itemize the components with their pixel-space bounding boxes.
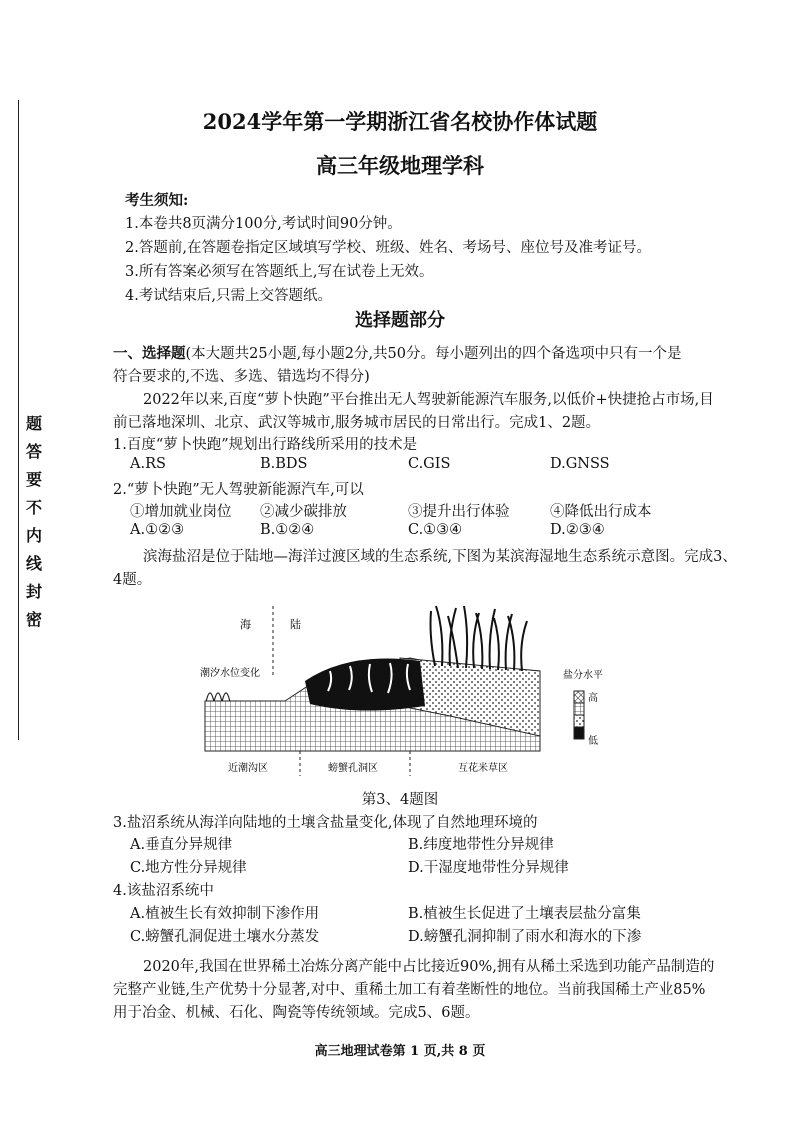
- q3-stem: 3.盐沼系统从海洋向陆地的土壤含盐量变化,体现了自然地理环境的: [113, 815, 538, 831]
- q4-option-b: B.植被生长促进了土壤表层盐分富集: [408, 906, 641, 922]
- passage1-line: 前已落地深圳、北京、武汉等城市,服务城市居民的日常出行。完成1、2题。: [113, 415, 601, 431]
- passage3-line: 完整产业链,生产优势十分显著,对中、重稀土加工有着垄断性的地位。当前我国稀土产业85%: [113, 982, 706, 998]
- q1-option-a: A.RS: [130, 456, 166, 472]
- q2-item: ③提升出行体验: [408, 504, 510, 520]
- notice-item: 2.答题前,在答题卷指定区域填写学校、班级、姓名、考场号、座位号及准考证号。: [125, 240, 651, 256]
- tide-label: 潮汐水位变化: [200, 668, 260, 679]
- salt-legend-low: 低: [588, 736, 598, 747]
- section-intro-text: (本大题共25小题,每小题2分,共50分。每小题列出的四个备选项中只有一个是: [185, 346, 682, 362]
- salt-legend-swatch: [574, 727, 584, 739]
- binding-char: 题: [25, 414, 42, 433]
- salt-legend-swatch: [574, 703, 584, 715]
- binding-char: 密: [25, 610, 42, 629]
- passage1-line: 2022年以来,百度“萝卜快跑”平台推出无人驾驶新能源汽车服务,以低价+快捷抢占市场,目: [143, 392, 714, 408]
- q2-item: ①增加就业岗位: [130, 504, 232, 520]
- salt-legend-title: 盐分水平: [563, 670, 603, 681]
- binding-char: 不: [25, 498, 42, 517]
- q3-option-c: C.地方性分异规律: [130, 860, 247, 876]
- passage3-line: 2020年,我国在世界稀土冶炼分离产能中占比接近90%,拥有从稀土采选到功能产品制造的: [143, 959, 715, 975]
- section-intro: [113, 342, 682, 363]
- salt-legend-swatch: [574, 691, 584, 703]
- exam-subtitle: 高三年级地理学科: [316, 153, 484, 178]
- q1-option-b: B.BDS: [260, 456, 308, 472]
- section-intro-line2: 符合要求的,不选、多选、错选均不得分): [113, 369, 370, 385]
- q3-option-b: B.纬度地带性分异规律: [408, 837, 554, 853]
- salt-legend-swatch: [574, 715, 584, 727]
- zone-label: 螃蟹孔洞区: [328, 763, 378, 774]
- spartina-grass-icon: [431, 606, 528, 671]
- page-footer: 高三地理试卷第 1 页,共 8 页: [314, 1044, 486, 1059]
- figure-caption: 第3、4题图: [361, 792, 439, 808]
- q2-option-d: D.②③④: [550, 522, 605, 538]
- binding-line: [18, 100, 19, 740]
- notice-item: 3.所有答案必须写在答题纸上,写在试卷上无效。: [125, 264, 434, 280]
- passage3-line: 用于冶金、机械、石化、陶瓷等传统领域。完成5、6题。: [113, 1005, 480, 1021]
- q3-option-a: A.垂直分异规律: [130, 837, 233, 853]
- binding-char: 答: [25, 442, 42, 461]
- salt-legend-high: 高: [588, 693, 598, 704]
- binding-notice: [23, 410, 45, 634]
- exam-title: 2024学年第一学期浙江省名校协作体试题: [202, 109, 598, 134]
- q4-option-a: A.植被生长有效抑制下渗作用: [130, 906, 320, 922]
- q2-stem: 2.“萝卜快跑”无人驾驶新能源汽车,可以: [113, 482, 364, 498]
- binding-char: 线: [25, 554, 42, 573]
- q1-stem: 1.百度“萝卜快跑”规划出行路线所采用的技术是: [113, 437, 418, 453]
- notice-item: 1.本卷共8页满分100分,考试时间90分钟。: [125, 216, 402, 232]
- q4-option-d: D.螃蟹孔洞抑制了雨水和海水的下渗: [408, 929, 642, 945]
- notice-heading: 考生须知:: [125, 192, 189, 209]
- q2-item: ④降低出行成本: [550, 504, 652, 520]
- q2-option-b: B.①②④: [260, 522, 315, 538]
- q2-item: ②减少碳排放: [260, 504, 347, 520]
- binding-char: 要: [25, 470, 42, 489]
- q1-option-c: C.GIS: [408, 456, 451, 472]
- q4-option-c: C.螃蟹孔洞促进土壤水分蒸发: [130, 929, 320, 945]
- salt-marsh-diagram: [200, 596, 620, 782]
- binding-char: 封: [25, 582, 42, 601]
- zone-label: 互花米草区: [458, 763, 508, 774]
- passage2-line: 滨海盐沼是位于陆地—海洋过渡区域的生态系统,下图为某滨海湿地生态系统示意图。完成3、: [143, 549, 737, 565]
- passage2-line: 4题。: [113, 572, 152, 588]
- zone-label: 近潮沟区: [228, 763, 268, 774]
- q1-option-d: D.GNSS: [550, 456, 610, 472]
- q3-option-d: D.干湿度地带性分异规律: [408, 860, 569, 876]
- q4-stem: 4.该盐沼系统中: [113, 883, 214, 899]
- section-intro-label: 一、选择题: [113, 345, 186, 362]
- sea-label: 海: [240, 618, 251, 631]
- binding-char: 内: [25, 526, 42, 545]
- q2-option-a: A.①②③: [130, 522, 185, 538]
- notice-item: 4.考试结束后,只需上交答题纸。: [125, 288, 332, 304]
- land-label: 陆: [290, 618, 301, 631]
- section-title: 选择题部分: [355, 310, 445, 331]
- q2-option-c: C.①③④: [408, 522, 463, 538]
